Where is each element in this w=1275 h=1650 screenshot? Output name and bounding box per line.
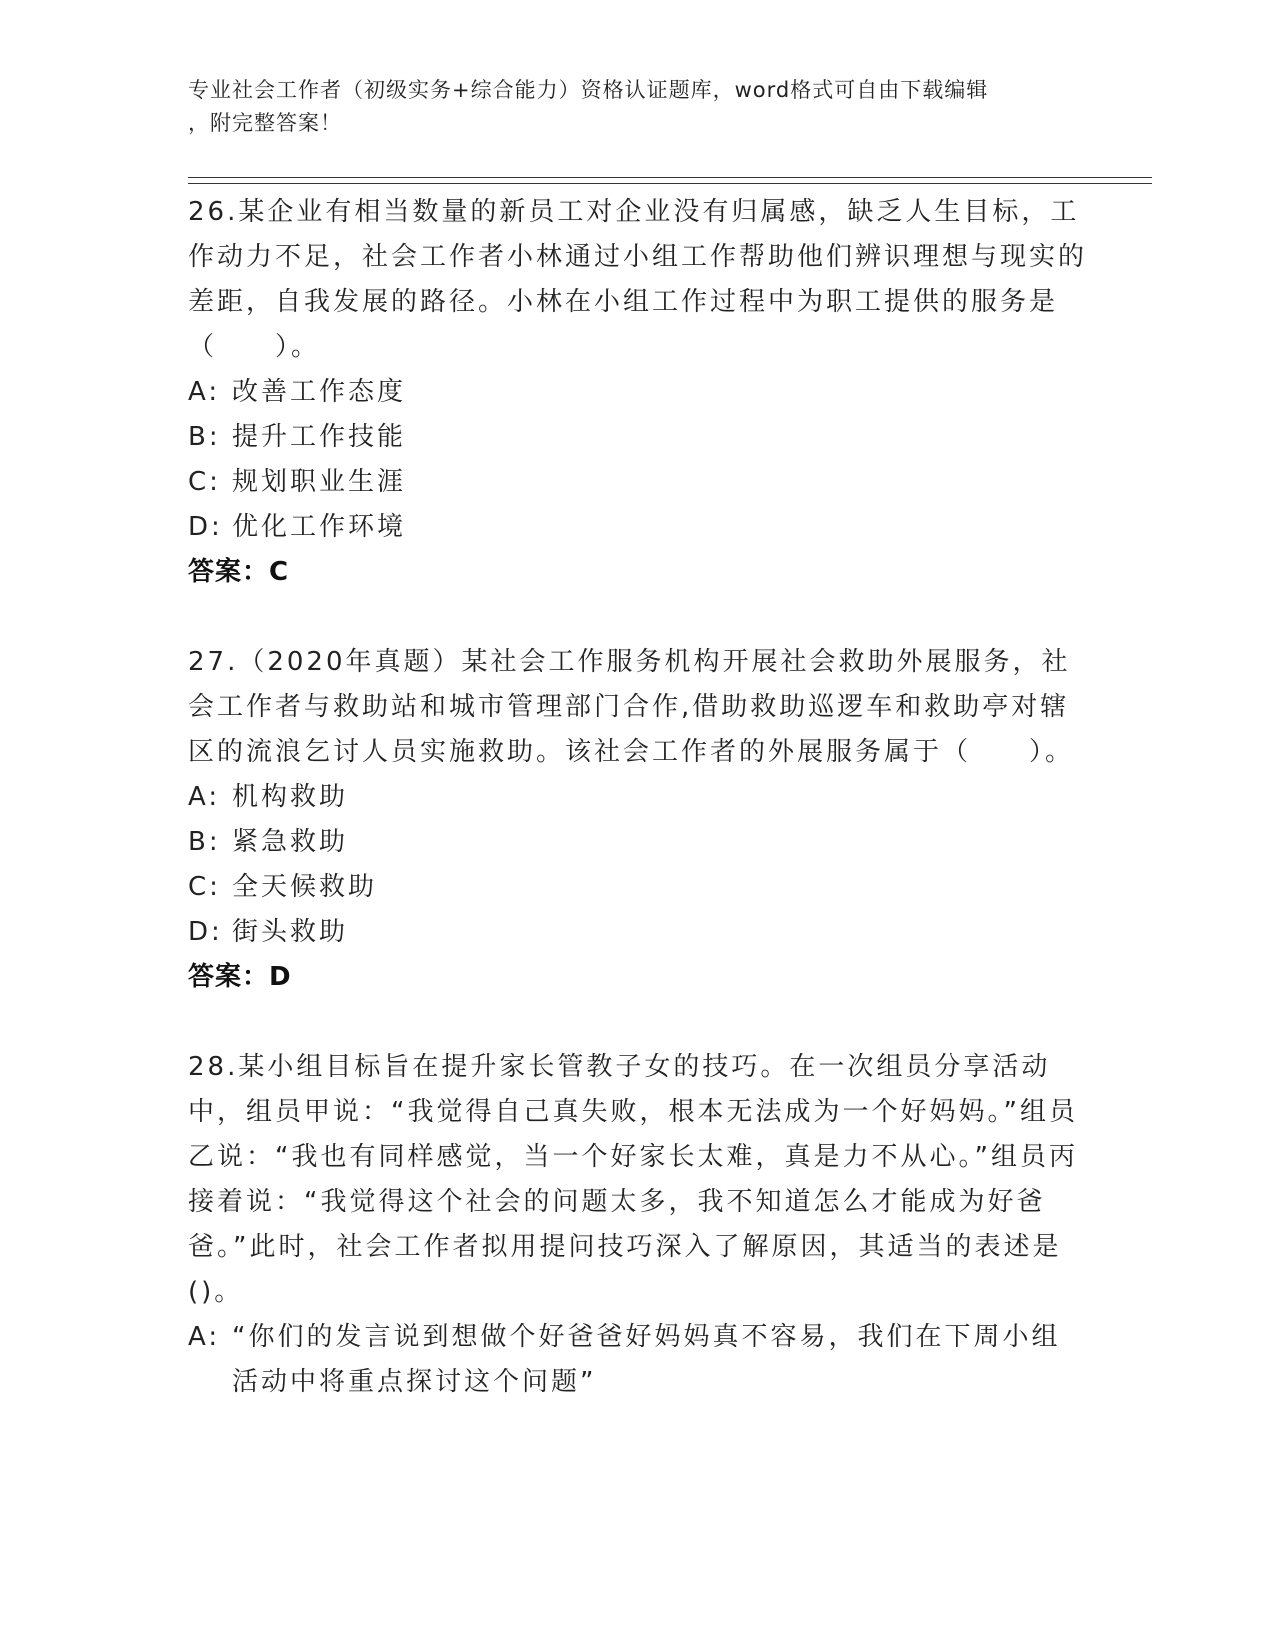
question-text: 27.（2020年真题）某社会工作服务机构开展社会救助外展服务，社会工作者与救助站和城市管理部门合作,借助救助巡逻车和救助亭对辖区的流浪乞讨人员实施救助。该社会工作者的外展服务属于（ ）。 bbox=[188, 647, 1075, 767]
option-a bbox=[188, 1315, 1088, 1405]
option-text: 规划职业生涯 bbox=[232, 467, 407, 497]
option-d bbox=[188, 910, 1088, 955]
option-text: 提升工作技能 bbox=[232, 422, 407, 452]
option-text: 机构救助 bbox=[232, 782, 349, 812]
question-list bbox=[188, 190, 1088, 1405]
option-key: D: bbox=[188, 512, 223, 542]
option-key: B: bbox=[188, 422, 221, 452]
option-key: A: bbox=[188, 377, 221, 407]
option-key: D: bbox=[188, 917, 223, 947]
option-a bbox=[188, 370, 1088, 415]
option-c bbox=[188, 865, 1088, 910]
question-28 bbox=[188, 1045, 1088, 1405]
option-key: A: bbox=[188, 1322, 221, 1352]
question-spacer bbox=[188, 595, 1088, 640]
question-spacer bbox=[188, 1000, 1088, 1045]
option-text: 优化工作环境 bbox=[232, 512, 407, 542]
answer-line: 答案：C bbox=[188, 557, 290, 587]
option-key: A: bbox=[188, 782, 221, 812]
option-key: C: bbox=[188, 872, 221, 902]
option-key: B: bbox=[188, 827, 221, 857]
option-b bbox=[188, 415, 1088, 460]
answer-line: 答案：D bbox=[188, 962, 292, 992]
header-line-1: 专业社会工作者（初级实务+综合能力）资格认证题库，word格式可自由下载编辑 bbox=[188, 78, 989, 102]
option-key: C: bbox=[188, 467, 221, 497]
option-text: 改善工作态度 bbox=[232, 377, 407, 407]
page-header bbox=[188, 74, 1088, 140]
header-line-2: ，附完整答案！ bbox=[188, 111, 342, 135]
question-27 bbox=[188, 640, 1088, 1000]
option-text: 街头救助 bbox=[232, 917, 349, 947]
option-d bbox=[188, 505, 1088, 550]
option-text: 紧急救助 bbox=[232, 827, 349, 857]
question-text: 28.某小组目标旨在提升家长管教子女的技巧。在一次组员分享活动中，组员甲说：“我觉得自己真失败，根本无法成为一个好妈妈。”组员乙说：“我也有同样感觉，当一个好家长太难，真是力不从心。”组员丙接着说：“我觉得这个社会的问题太多，我不知道怎么才能成为好爸爸。”此时，社会工作者拟用提问技巧深入了解原因，其适当的表述是()。 bbox=[188, 1052, 1078, 1307]
question-text: 26.某企业有相当数量的新员工对企业没有归属感，缺乏人生目标，工作动力不足，社会工作者小林通过小组工作帮助他们辨识理想与现实的差距，自我发展的路径。小林在小组工作过程中为职工提供的服务是（ ）。 bbox=[188, 197, 1088, 362]
option-c bbox=[188, 460, 1088, 505]
option-a bbox=[188, 775, 1088, 820]
option-text: “你们的发言说到想做个好爸爸好妈妈真不容易，我们在下周小组活动中将重点探讨这个问题” bbox=[232, 1322, 1061, 1397]
header-double-rule bbox=[188, 177, 1152, 184]
option-text: 全天候救助 bbox=[232, 872, 378, 902]
question-26 bbox=[188, 190, 1088, 595]
option-b bbox=[188, 820, 1088, 865]
